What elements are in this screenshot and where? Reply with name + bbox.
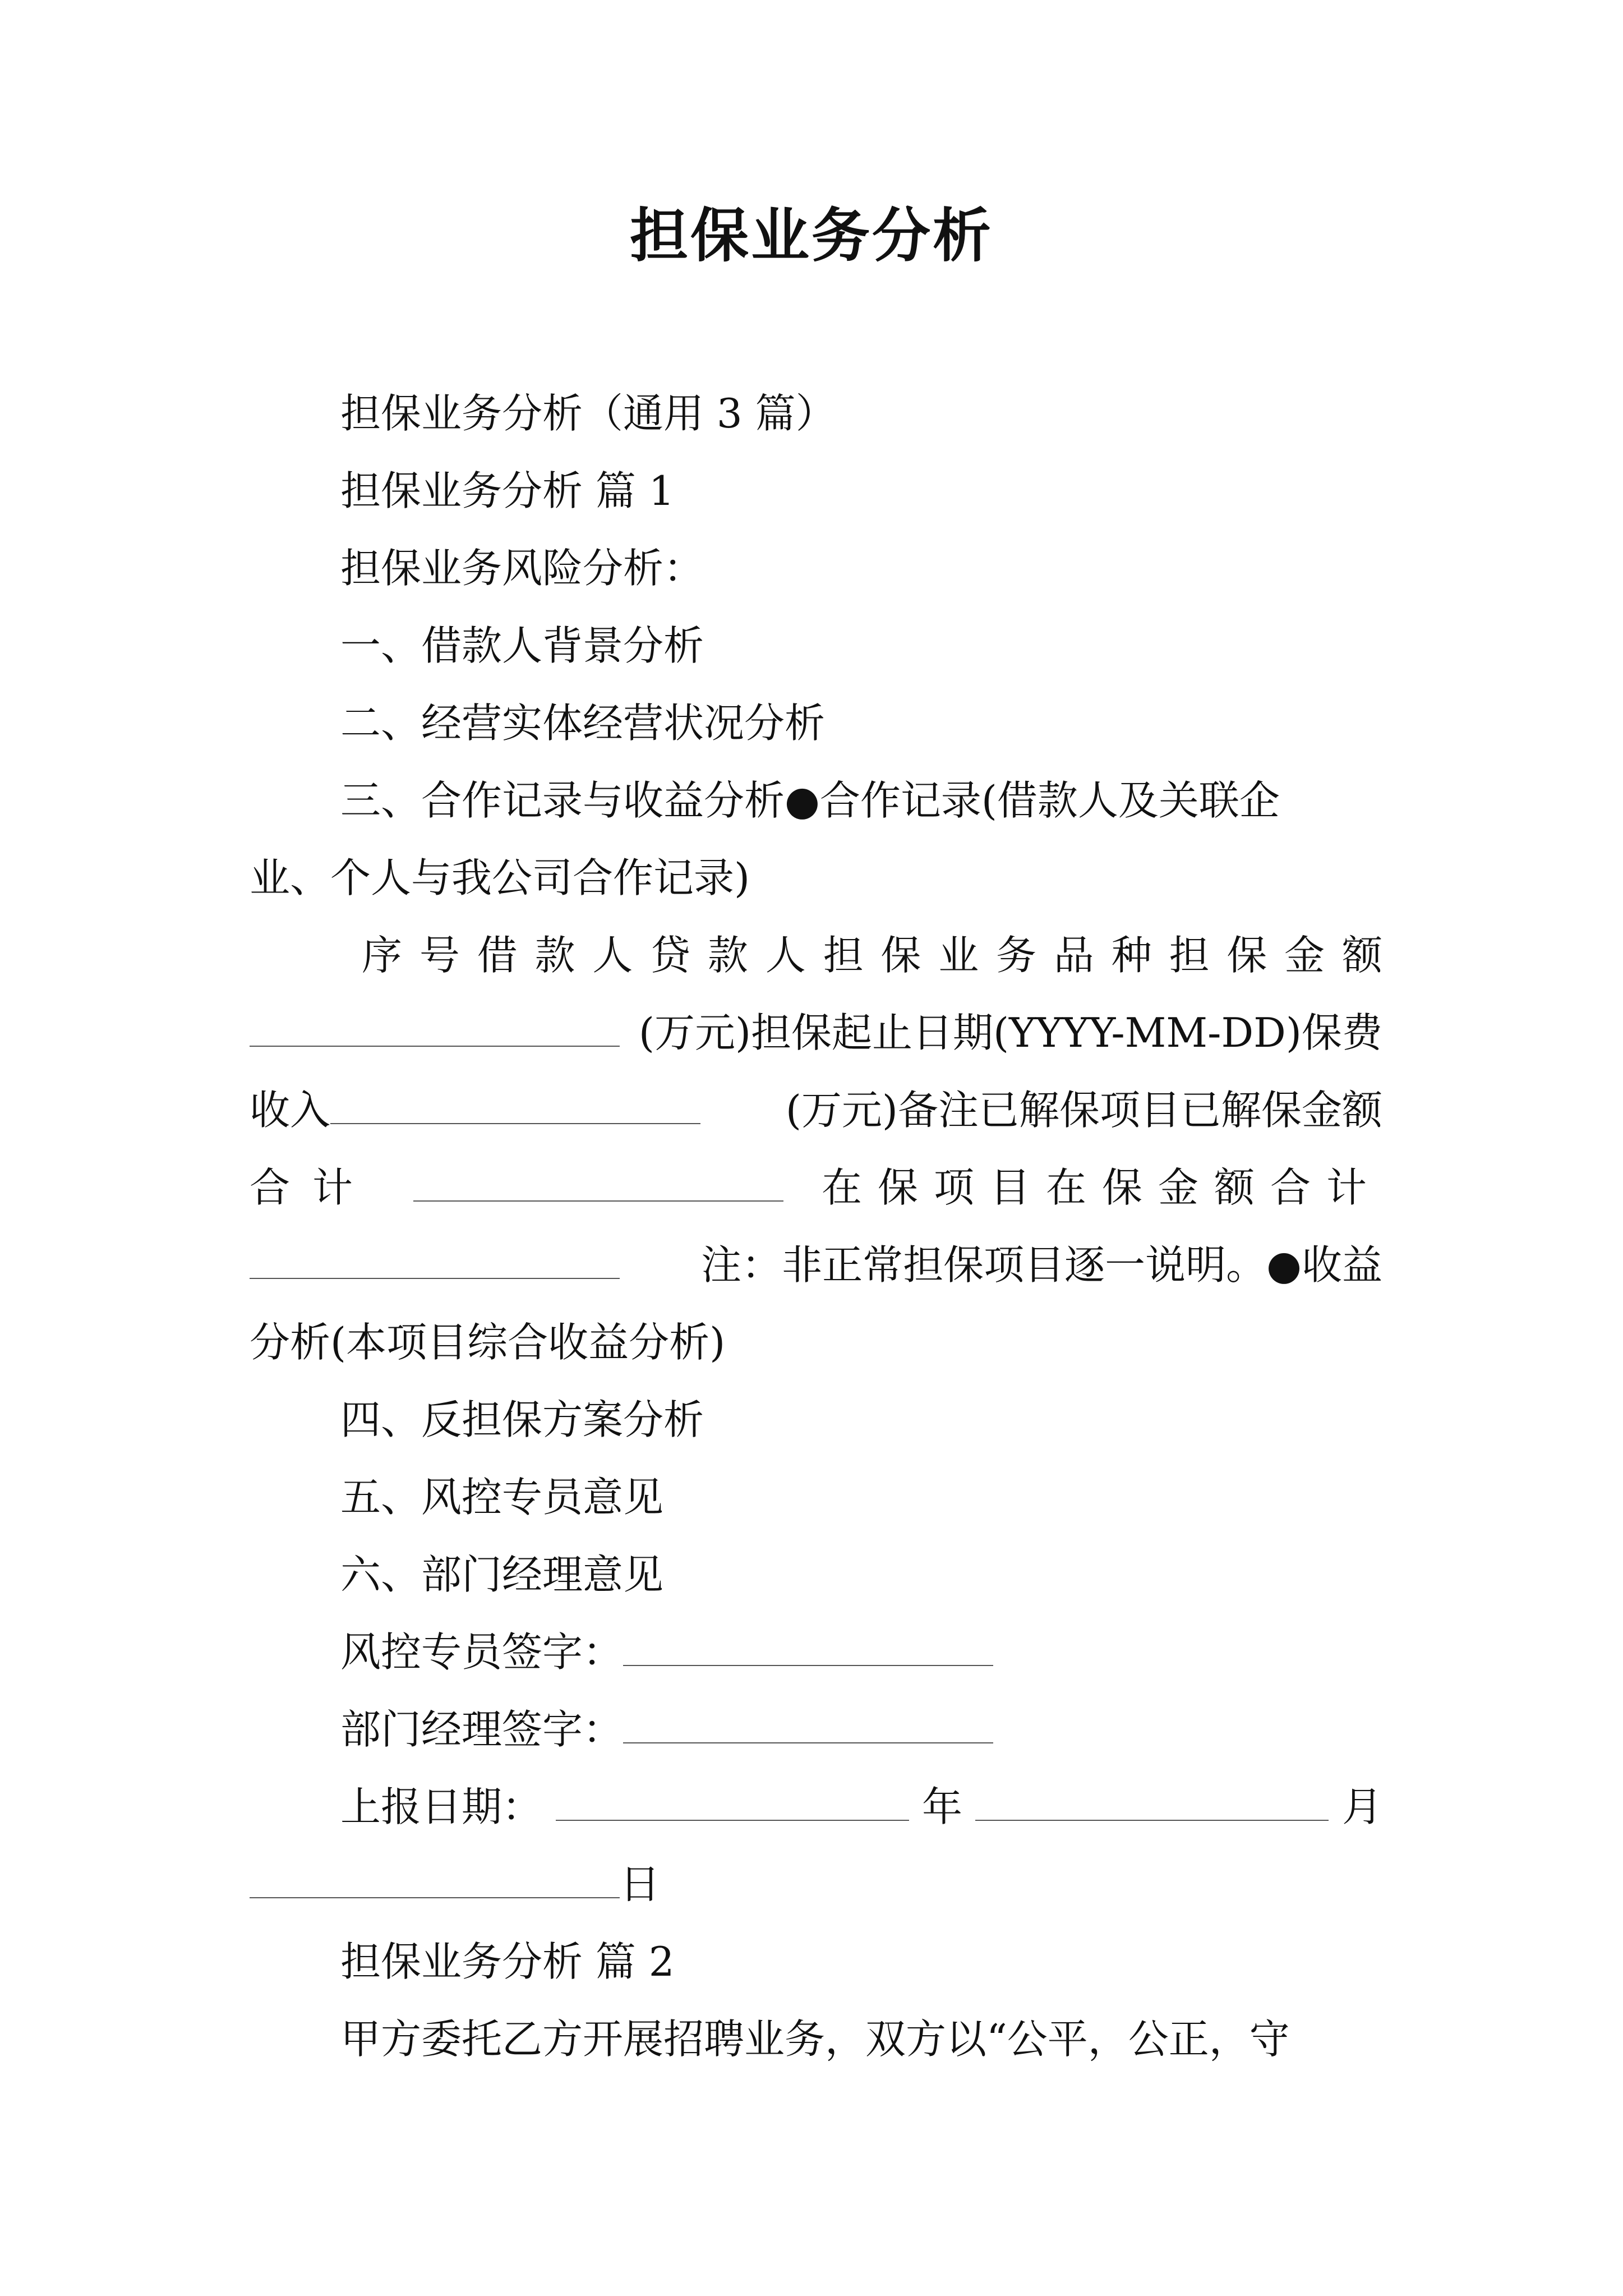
table-text-line4-head: 合计 — [250, 1164, 376, 1211]
table-text-line3 — [250, 1071, 1382, 1149]
report-day-line — [250, 1846, 1382, 1923]
paragraph-item-1: 一、借款人背景分析 — [340, 622, 704, 669]
blank-fee-income[interactable] — [330, 1085, 700, 1124]
signature-risk-officer — [250, 1613, 1382, 1691]
table-text-line5 — [250, 1226, 1382, 1304]
document-title: 担保业务分析 — [629, 201, 993, 270]
report-month-label: 月 — [1341, 1783, 1382, 1830]
paragraph-intro: 担保业务分析（通用 3 篇） — [340, 390, 836, 437]
table-text-line2-text: (万元)担保起止日期(YYYY-MM-DD)保费 — [638, 1009, 1382, 1056]
report-date-label: 上报日期： — [340, 1783, 543, 1830]
blank-report-year[interactable] — [556, 1782, 909, 1821]
signature-manager-label: 部门经理签字： — [340, 1706, 624, 1753]
report-day-label: 日 — [620, 1861, 661, 1908]
blank-manager-signature[interactable] — [623, 1704, 993, 1743]
paragraph-item-6: 六、部门经理意见 — [340, 1551, 664, 1598]
table-text-line4 — [250, 1149, 1382, 1226]
table-text-line1: 序号借款人贷款人担保业务品种担保金额 — [362, 932, 1382, 979]
blank-guarantee-amount[interactable] — [250, 1007, 620, 1047]
paragraph-item-3-line2: 业、个人与我公司合作记录) — [250, 854, 750, 901]
report-date-line — [250, 1768, 1382, 1846]
paragraph-item-3-line1: 三、合作记录与收益分析●合作记录(借款人及关联企 — [340, 777, 1280, 824]
paragraph-item-5: 五、风控专员意见 — [340, 1474, 664, 1521]
document-body — [250, 375, 1382, 2078]
report-year-label: 年 — [921, 1783, 962, 1830]
blank-report-day[interactable] — [250, 1859, 620, 1898]
blank-report-month[interactable] — [975, 1782, 1329, 1821]
blank-active-total[interactable] — [250, 1240, 620, 1279]
paragraph-item-2: 二、经营实体经营状况分析 — [340, 700, 826, 747]
table-text-line3-head: 收入 — [250, 1087, 331, 1134]
table-text-line4-text: 在保项目在保金额合计 — [821, 1164, 1382, 1211]
paragraph-pian1-heading: 担保业务分析 篇 1 — [340, 467, 675, 514]
paragraph-pian2-heading: 担保业务分析 篇 2 — [340, 1938, 675, 1985]
paragraph-item-4: 四、反担保方案分析 — [340, 1396, 704, 1443]
blank-released-total[interactable] — [413, 1162, 783, 1202]
paragraph-risk-heading: 担保业务风险分析： — [340, 545, 704, 592]
table-text-line6: 分析(本项目综合收益分析) — [250, 1319, 726, 1366]
table-text-line5-text: 注：非正常担保项目逐一说明。●收益 — [701, 1241, 1382, 1289]
signature-department-manager — [250, 1691, 1382, 1768]
paragraph-last: 甲方委托乙方开展招聘业务，双方以“公平，公正，守 — [340, 2016, 1290, 2063]
table-text-line2 — [250, 994, 1382, 1071]
signature-risk-officer-label: 风控专员签字： — [340, 1628, 624, 1676]
table-text-line3-text: (万元)备注已解保项目已解保金额 — [785, 1087, 1382, 1134]
blank-risk-officer-signature[interactable] — [623, 1627, 993, 1666]
